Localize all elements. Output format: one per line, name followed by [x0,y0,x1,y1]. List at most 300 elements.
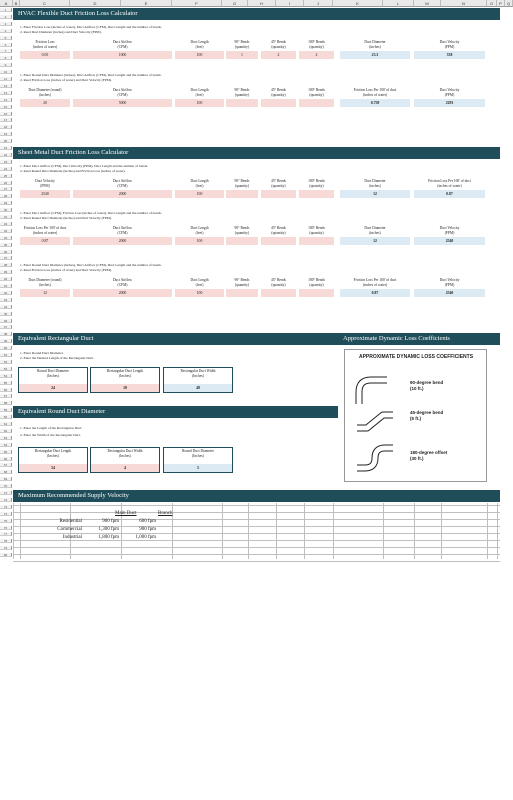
instruction-line: 1. Enter Round Duct Diameter (inches), Duct Airflow (CFM), Duct Length and the number of bends. [20,73,162,77]
field-header [175,88,224,97]
row-header[interactable]: 29 [0,201,12,205]
row-header[interactable]: 65 [0,450,12,454]
field-header [299,278,334,287]
grid-line [20,503,21,559]
row-header[interactable]: 60 [0,415,12,419]
row-header[interactable]: 36 [0,250,12,254]
output-cell: 338 [414,51,485,59]
grid-line [304,503,305,559]
field-unit: (FPM) [444,44,455,49]
input-cell[interactable] [261,99,296,107]
row-header[interactable]: 38 [0,263,12,267]
row-header[interactable]: 10 [0,70,12,74]
input-cell[interactable]: 1 [226,51,258,59]
field-label: 180° Bends [308,40,325,44]
box-output: 5 [164,464,232,472]
row-header[interactable]: 30 [0,208,12,212]
column-header[interactable]: N [441,0,487,7]
field-unit: (quantity) [271,230,286,235]
column-header[interactable]: H [248,0,276,7]
field-unit: (quantity) [234,230,250,235]
row-header[interactable]: 64 [0,443,12,447]
field-label: Friction Loss Per 100' of duct [353,278,397,282]
field-header [226,88,258,97]
field-label: 45° Bends [271,179,286,183]
field-header [73,40,172,49]
bend-90-icon [353,374,391,404]
field-label: 90° Bends [234,278,250,282]
field-header [340,88,410,97]
field-unit: (quantity) [309,92,324,97]
row-header[interactable]: 27 [0,187,12,191]
field-unit: (inches of water) [362,92,388,97]
output-cell: 2293 [414,99,485,107]
field-label: Duct Airflow [112,226,133,230]
field-header [261,40,296,49]
instruction-line: 2. Read Round Duct Diameter (inches) and Duct Velocity (FPM). [20,216,112,220]
row-header[interactable]: 5 [0,36,12,40]
field-header [414,179,485,188]
box-input[interactable]: 54 [19,464,87,472]
box-unit: (Inches) [119,374,131,378]
input-cell[interactable] [261,190,296,198]
row-header[interactable]: 58 [0,401,12,405]
rect-instruction: 1. Enter Round Duct Diameter. [20,351,64,355]
input-cell[interactable]: 100 [175,99,224,107]
row-header[interactable]: 6 [0,43,12,47]
output-cell: 12 [340,190,410,198]
output-cell: 2540 [414,237,485,245]
output-cell: 0.87 [414,190,485,198]
row-header[interactable]: 43 [0,298,12,302]
grid-line [13,505,500,506]
row-header[interactable]: 12 [0,84,12,88]
row-header[interactable]: 40 [0,277,12,281]
box-label: Rectangular Duct Length [34,449,72,453]
offset-180-label: 180-degree offset [410,450,448,455]
column-header[interactable]: C [20,0,70,7]
row-header[interactable]: 57 [0,394,12,398]
row-header[interactable]: 19 [0,132,12,136]
field-unit: (CFM) [117,183,128,188]
row-header[interactable]: 24 [0,167,12,171]
row-header[interactable]: 8 [0,56,12,60]
grid-line [13,547,500,548]
column-header[interactable]: O [487,0,497,7]
row-header[interactable]: 9 [0,63,12,67]
field-label: 90° Bends [234,226,250,230]
row-header[interactable]: 26 [0,181,12,185]
input-cell[interactable]: 0.05 [20,51,70,59]
row-header[interactable]: 74 [0,512,12,516]
input-cell[interactable]: 100 [175,289,224,297]
input-cell[interactable] [299,289,334,297]
field-label: 90° Bends [234,40,250,44]
input-cell[interactable] [226,190,258,198]
field-header [73,179,172,188]
grid-line [414,503,415,559]
input-cell[interactable]: 1000 [73,51,172,59]
row-header[interactable]: 18 [0,125,12,129]
row-header[interactable]: 37 [0,256,12,260]
row-header[interactable]: 34 [0,236,12,240]
input-cell[interactable]: 100 [175,51,224,59]
field-label: Duct Velocity [439,226,460,230]
field-label: Duct Length [190,40,209,44]
input-cell[interactable]: 2 [261,51,296,59]
field-unit: (quantity) [309,230,324,235]
field-header [73,88,172,97]
output-cell: 0.87 [340,289,410,297]
row-header[interactable]: 52 [0,360,12,364]
field-unit: (FPM) [444,92,455,97]
grid-line [497,503,498,559]
row-header[interactable]: 56 [0,388,12,392]
row-header[interactable]: 77 [0,532,12,536]
field-unit: (CFM) [117,44,128,49]
field-label: Friction Loss [35,40,55,44]
column-header[interactable]: P [497,0,505,7]
input-cell[interactable] [226,237,258,245]
row-header[interactable]: 33 [0,229,12,233]
row-header[interactable]: 62 [0,429,12,433]
row-header[interactable]: 17 [0,118,12,122]
column-header[interactable]: J [304,0,333,7]
output-cell: 2540 [414,289,485,297]
box-label: Rectangular Duct Width [107,449,143,453]
field-unit: (quantity) [234,92,250,97]
input-cell[interactable]: 0.87 [20,237,70,245]
input-cell[interactable]: 2000 [73,289,172,297]
box-label: Round Duct Diameter [37,369,69,373]
input-cell[interactable]: 12 [20,289,70,297]
velocity-type: Commercial [57,527,82,532]
field-unit: (CFM) [117,230,128,235]
field-header [226,40,258,49]
row-header[interactable]: 61 [0,422,12,426]
input-cell[interactable]: 2000 [73,237,172,245]
row-header[interactable]: 21 [0,146,12,150]
converter-box [90,447,160,473]
field-label: 180° Bends [308,226,325,230]
bend-90-label: 90-degree bend [410,380,444,385]
column-header[interactable]: A [0,0,13,7]
instruction-line: 2. Read Duct Diameter (inches) and Duct Velocity (FPM). [20,30,102,34]
box-input[interactable]: 10 [91,384,159,392]
row-header[interactable]: 79 [0,546,12,550]
field-header [414,40,485,49]
grid-line [276,503,277,559]
field-label: 180° Bends [308,179,325,183]
row-header[interactable]: 44 [0,305,12,309]
row-header[interactable]: 3 [0,22,12,26]
field-header [20,278,70,287]
field-label: Duct Diameter [364,179,386,183]
field-label: Friction Loss Per 100' of duct [353,88,397,92]
field-label: Duct Diameter [364,40,386,44]
column-header[interactable]: G [222,0,248,7]
row-header[interactable]: 14 [0,98,12,102]
box-input[interactable]: 24 [19,384,87,392]
field-header [175,179,224,188]
field-header [175,278,224,287]
instruction-line: 2. Read Friction Loss (inches of water) and Duct Velocity (FPM). [20,268,112,272]
row-header[interactable]: 45 [0,312,12,316]
field-label: Duct Airflow [112,40,133,44]
grid-line [487,503,488,559]
field-unit: (inches) [369,44,381,49]
field-label: Duct Velocity [439,278,460,282]
field-label: 180° Bends [308,88,325,92]
field-label: 45° Bends [271,226,286,230]
row-header[interactable]: 46 [0,319,12,323]
row-header[interactable]: 32 [0,222,12,226]
converter-box [163,367,233,393]
grid-line [13,512,500,513]
round-instruction: 1. Enter the Length of the Rectangular Duct. [20,426,83,430]
row-header[interactable]: 42 [0,291,12,295]
output-cell: 0.758 [340,99,410,107]
box-unit: (Inches) [119,454,131,458]
row-header[interactable]: 63 [0,436,12,440]
row-header[interactable]: 22 [0,153,12,157]
field-unit: (FPM) [444,282,455,287]
box-unit: (Inches) [47,454,59,458]
field-header [73,278,172,287]
field-header [340,179,410,188]
instruction-line: 2. Read Friction Loss (inches of water) and Duct Velocity (FPM). [20,78,112,82]
field-label: Friction Loss Per 100' of duct [23,226,67,230]
velocity-main: 1,300 fpm [98,527,119,532]
field-unit: (CFM) [117,92,128,97]
input-cell[interactable]: 5000 [73,99,172,107]
converter-box [90,367,160,393]
instruction-line: 1. Enter Duct Airflow (CFM), Friction Loss (inches of water), Duct Length and the number of bends. [20,211,162,215]
velocity-type: Industrial [62,535,82,540]
field-header [261,226,296,235]
row-header[interactable]: 75 [0,519,12,523]
grid-line [248,503,249,559]
field-header [20,179,70,188]
row-header[interactable]: 70 [0,484,12,488]
row-header[interactable]: 15 [0,105,12,109]
column-header[interactable]: F [172,0,222,7]
field-header [226,226,258,235]
row-header[interactable]: 16 [0,112,12,116]
field-unit: (quantity) [271,183,286,188]
input-cell[interactable] [226,99,258,107]
row-header[interactable]: 54 [0,374,12,378]
instruction-line: 1. Enter Friction Loss (inches of water), Duct Airflow (CFM), Duct Length and the number of bends. [20,25,162,29]
column-header[interactable]: Q [505,0,513,7]
sheet-section-title: Sheet Metal Duct Friction Loss Calculator [13,147,500,159]
round-instruction: 2. Enter the Width of the Rectangular Duct. [20,433,81,437]
velocity-main: 900 fpm [102,519,119,524]
input-cell[interactable] [261,237,296,245]
row-header[interactable]: 78 [0,539,12,543]
field-unit: (quantity) [234,44,250,49]
field-label: Duct Length [190,88,209,92]
instruction-line: 2. Read Round Duct Diameter (inches) and Friction Loss (inches of water). [20,169,126,173]
field-unit: (feet) [195,44,204,49]
field-header [261,88,296,97]
input-cell[interactable] [299,99,334,107]
converter-box [163,447,233,473]
column-header[interactable]: L [383,0,414,7]
box-label: Rectangular Duct Width [180,369,216,373]
row-header[interactable]: 7 [0,49,12,53]
field-label: Duct Length [190,179,209,183]
field-unit: (feet) [195,282,204,287]
converter-box [18,447,88,473]
field-unit: (quantity) [271,282,286,287]
row-header[interactable]: 67 [0,463,12,467]
column-header[interactable]: B [13,0,20,7]
column-header[interactable]: M [414,0,441,7]
field-unit: (quantity) [271,92,286,97]
row-header[interactable]: 25 [0,174,12,178]
velocity-col-main: Main Duct [115,511,137,516]
input-cell[interactable] [226,289,258,297]
field-label: Duct Diameter [364,226,386,230]
bend-90-value: (10 ft.) [410,386,424,391]
velocity-col-branch: Branch [158,511,173,516]
field-header [340,40,410,49]
output-cell: 12 [340,237,410,245]
input-cell[interactable]: 2540 [20,190,70,198]
row-header[interactable]: 11 [0,77,12,81]
box-input[interactable]: 4 [91,464,159,472]
field-unit: (inches of water) [362,282,388,287]
row-header[interactable]: 47 [0,325,12,329]
input-cell[interactable]: 100 [175,237,224,245]
row-header[interactable]: 23 [0,160,12,164]
converter-box [18,367,88,393]
field-header [299,179,334,188]
field-unit: (FPM) [444,230,455,235]
input-cell[interactable] [261,289,296,297]
grid-line [383,503,384,559]
field-unit: (inches) [39,282,51,287]
column-header[interactable]: D [70,0,121,7]
field-label: 90° Bends [234,88,250,92]
field-header [414,88,485,97]
field-header [20,88,70,97]
row-header[interactable]: 28 [0,194,12,198]
field-unit: (quantity) [309,282,324,287]
field-label: Duct Length [190,226,209,230]
dynamic-section-title: Approximate Dynamic Loss Coefficients [338,333,500,345]
field-label: Duct Velocity [35,179,55,183]
velocity-main: 1,800 fpm [98,535,119,540]
row-header[interactable]: 49 [0,339,12,343]
row-header[interactable]: 50 [0,346,12,350]
field-header [340,278,410,287]
input-cell[interactable]: 2 [299,51,334,59]
column-header[interactable]: K [333,0,383,7]
output-cell: 23.3 [340,51,410,59]
row-header[interactable]: 71 [0,491,12,495]
field-label: 45° Bends [271,278,286,282]
row-header[interactable]: 4 [0,29,12,33]
field-unit: (inches) [39,92,51,97]
grid-line [13,533,500,534]
field-header [73,226,172,235]
input-cell[interactable] [299,190,334,198]
row-header[interactable]: 1 [0,8,12,12]
row-header[interactable]: 59 [0,408,12,412]
field-unit: (FPM) [40,183,50,188]
row-header[interactable]: 2 [0,15,12,19]
rect-instruction: 2. Enter the Desired Length of the Rectangular Duct. [20,356,95,360]
offset-180-icon [355,444,395,472]
row-header[interactable]: 51 [0,353,12,357]
field-header [20,226,70,235]
input-cell[interactable]: 2000 [73,190,172,198]
field-label: Duct Length [190,278,209,282]
input-cell[interactable]: 20 [20,99,70,107]
bend-45-value: (5 ft.) [410,416,421,421]
grid-line [13,540,500,541]
dynamic-card-title: APPROXIMATE DYNAMIC LOSS COEFFICIENTS [358,354,474,360]
field-unit: (quantity) [234,183,250,188]
field-unit: (CFM) [117,282,128,287]
row-header[interactable]: 76 [0,526,12,530]
dynamic-loss-card [344,349,487,482]
column-header[interactable]: E [121,0,172,7]
row-header[interactable]: 68 [0,470,12,474]
row-header[interactable]: 35 [0,243,12,247]
bend-45-label: 45-degree bend [410,410,444,415]
row-header[interactable]: 13 [0,91,12,95]
row-header[interactable]: 80 [0,553,12,557]
field-unit: (inches) [369,183,381,188]
row-header[interactable]: 55 [0,381,12,385]
row-header[interactable]: 69 [0,477,12,481]
row-header[interactable]: 41 [0,284,12,288]
box-unit: (Inches) [47,374,59,378]
field-header [414,226,485,235]
row-header[interactable]: 39 [0,270,12,274]
field-label: 180° Bends [308,278,325,282]
grid-line [333,503,334,559]
input-cell[interactable] [299,237,334,245]
field-unit: (quantity) [309,183,324,188]
row-header[interactable]: 31 [0,215,12,219]
instruction-line: 1. Enter Round Duct Diameter (inches), Duct Airflow (CFM), Duct Length and the number of bends. [20,263,162,267]
field-label: 45° Bends [271,40,286,44]
round-section-title: Equivalent Round Duct Diameter [13,406,338,418]
row-header[interactable]: 66 [0,457,12,461]
field-label: Duct Airflow [112,179,133,183]
field-header [261,179,296,188]
row-header[interactable]: 73 [0,505,12,509]
row-header[interactable]: 72 [0,498,12,502]
grid-line [13,503,14,559]
velocity-branch: 900 fpm [139,527,156,532]
box-label: Rectangular Duct Length [106,369,144,373]
field-unit: (feet) [195,183,204,188]
velocity-type: Residential [59,519,82,524]
row-header[interactable]: 53 [0,367,12,371]
row-header[interactable]: 48 [0,332,12,336]
field-label: Duct Diameter (round) [28,88,62,92]
input-cell[interactable]: 100 [175,190,224,198]
flex-section-title: HVAC Flexible Duct Friction Loss Calculator [13,8,500,20]
column-header[interactable]: I [276,0,304,7]
row-header[interactable]: 20 [0,139,12,143]
field-header [299,88,334,97]
